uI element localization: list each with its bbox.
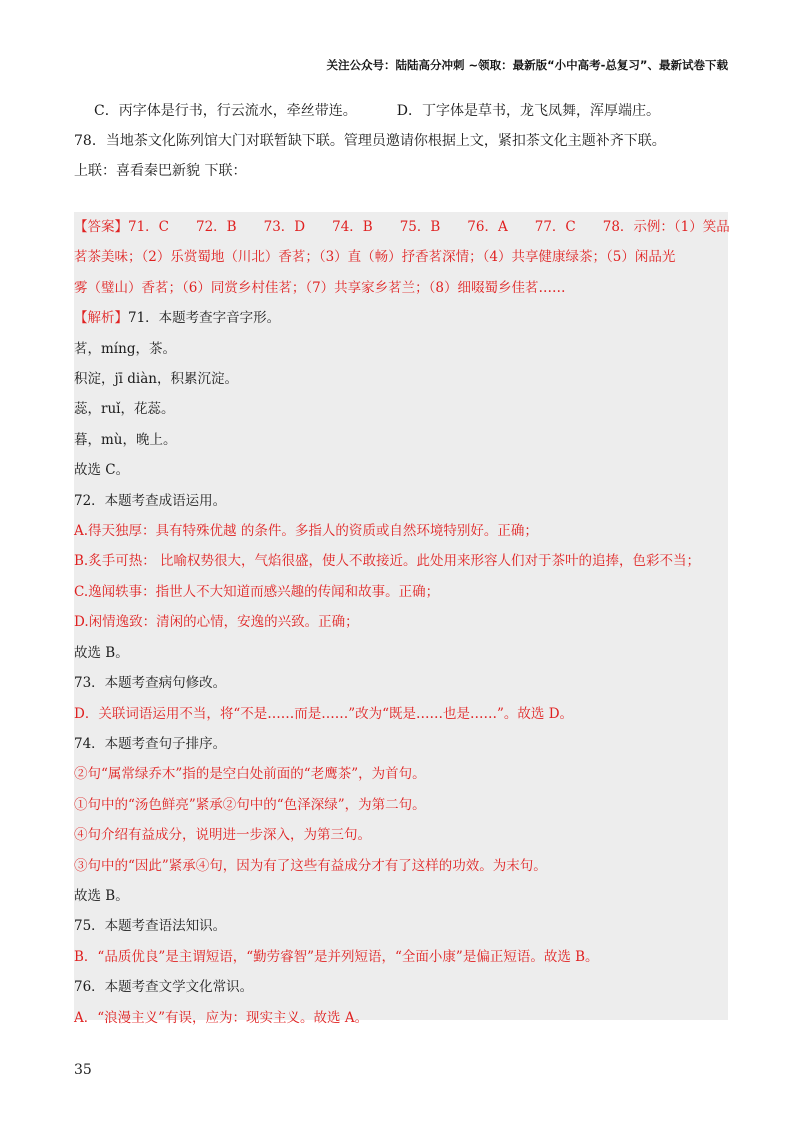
answer-text-1: 71．C 72．B 73．D 74．B 75．B 76．A 77．C 78．示例：（1）笑品 [128,219,730,235]
analysis-line: A.得天独厚：具有特殊优越 的条件。多指人的资质或自然环境特别好。正确； [74,523,538,540]
analysis-line: 75．本题考查语法知识。 [74,918,227,935]
analysis-line: ②句“属常绿乔木”指的是空白处前面的“老鹰茶”，为首句。 [74,766,426,783]
analysis-line: 蕊，ruǐ，花蕊。 [74,401,175,418]
analysis-line: B．“品质优良”是主谓短语，“勤劳睿智”是并列短语，“全面小康”是偏正短语。故选 B。 [74,948,599,965]
answer-box [74,212,730,1026]
analysis-line: D.闲情逸致：清闲的心情，安逸的兴致。正确； [74,614,359,631]
option-d: D．丁字体是草书，龙飞凤舞，浑厚端庄。 [396,103,660,119]
analysis-line: 76．本题考查文学文化常识。 [74,979,254,996]
answer-line-1 [74,212,728,242]
analysis-line: 72．本题考查成语运用。 [74,492,227,509]
analysis-line: ③句中的“因此”紧承④句，因为有了这些有益成分才有了这样的功效。为末句。 [74,857,547,874]
question-78: 78．当地茶文化陈列馆大门对联暂缺下联。管理员邀请你根据上文，紧扣茶文化主题补齐下联。 [74,133,666,149]
analysis-line: C.逸闻轶事：指世人不大知道而感兴趣的传闻和故事。正确； [74,583,440,600]
options-row [74,96,728,126]
analysis-line: D．关联词语运用不当，将“不是……而是……”改为“既是……也是……”。故选 D。 [74,705,574,722]
answer-line-3: 雾（璧山）香茗；（6）同赏乡村佳茗；（7）共享家乡茗兰；（8）细啜蜀乡佳茗…… [74,279,566,296]
analysis-line: 积淀，jī diàn，积累沉淀。 [74,371,238,388]
analysis-line: 故选 B。 [74,887,129,904]
answer-tag: 【答案】 [74,219,128,235]
analysis-line: B.炙手可热： 比喻权势很大，气焰很盛，使人不敢接近。此处用来形容人们对于茶叶的追捧，色彩不当； [74,553,701,570]
question-section [74,96,728,186]
analysis-line: 71．本题考查字音字形。 [128,310,281,327]
option-c: C．丙字体是行书，行云流水，牵丝带连。 [94,103,357,119]
analysis-line: 故选 C。 [74,462,130,479]
page-header: 关注公众号：陆陆高分冲刺 ~领取：最新版“小中高考-总复习”、最新试卷下载 [326,58,728,72]
analysis-lines [74,334,728,1033]
analysis-tag: 【解析】 [74,310,128,327]
couplet-prompt: 上联：喜看秦巴新貌 下联： [74,163,247,179]
analysis-line: 暮，mù，晚上。 [74,431,177,448]
analysis-line: ①句中的“汤色鲜亮”紧承②句中的“色泽深绿”，为第二句。 [74,796,426,813]
analysis-line: A．“浪漫主义”有误，应为：现实主义。故选 A。 [74,1009,369,1026]
analysis-line: 茗，míng，茶。 [74,340,176,357]
answer-line-2: 茗茶美味；（2）乐赏蜀地（川北）香茗；（3）直（畅）抒香茗深情；（4）共享健康绿茶；（5）闲品光 [74,249,676,266]
analysis-line: 74．本题考查句子排序。 [74,735,227,752]
page-number: 35 [74,1062,92,1078]
analysis-first-line [74,303,728,333]
analysis-line: ④句介绍有益成分，说明进一步深入，为第三句。 [74,827,371,844]
analysis-line: 73．本题考查病句修改。 [74,675,227,692]
analysis-line: 故选 B。 [74,644,129,661]
